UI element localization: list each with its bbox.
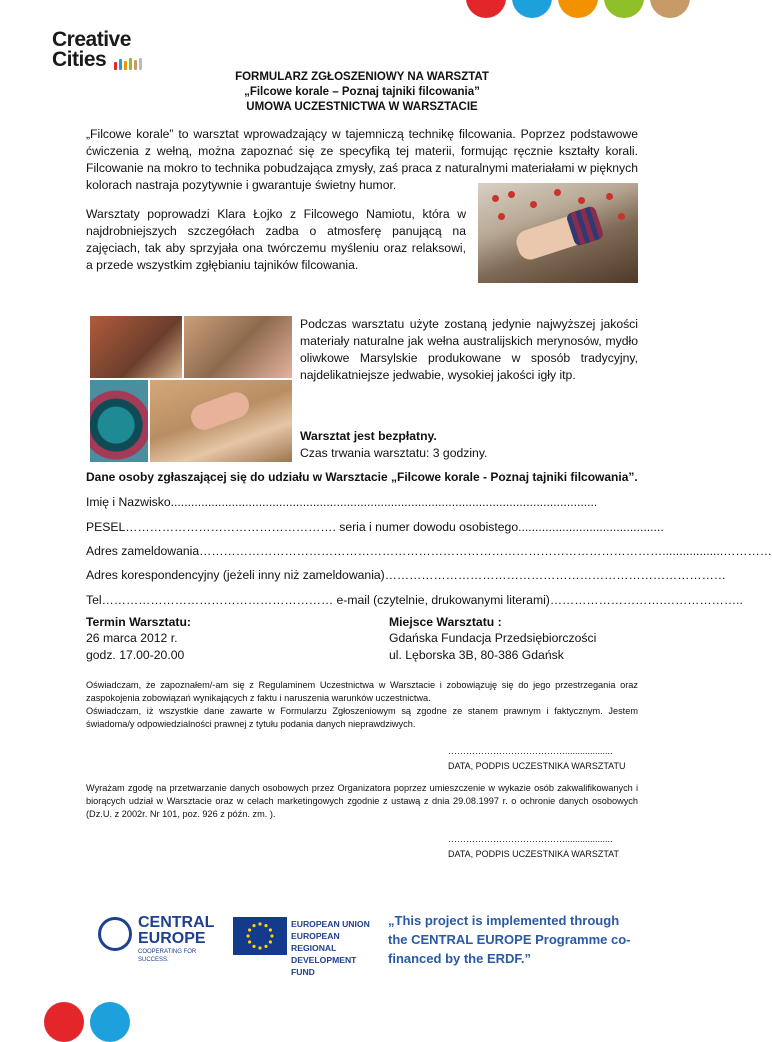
- central-europe-logo: [98, 914, 220, 963]
- term-label: Termin Warsztatu:: [86, 615, 191, 629]
- document-title: [0, 70, 724, 115]
- free-info: [300, 428, 638, 462]
- correspondence-address-field[interactable]: Adres korespondencyjny (jeżeli inny niż zameldowania)…………………………………………………………………………: [86, 568, 726, 582]
- signature-label: DATA, PODPIS UCZESTNIKA WARSZTAT: [448, 849, 620, 859]
- orange-dot: [558, 0, 598, 18]
- logo-line-2: Cities: [52, 48, 107, 71]
- ce-line-2: EUROPE: [138, 930, 206, 947]
- eu-erdf-logo: [233, 917, 373, 977]
- name-field[interactable]: Imię i Nazwisko..............................................................................................................................: [86, 495, 598, 509]
- ce-line-1: CENTRAL: [138, 914, 215, 931]
- materials-paragraph: Podczas warsztatu użyte zostaną jedynie najwyższej jakości materiały naturalne jak wełna australijskich merynosów, mydło oliwkowe Marsylskie produkowane w sposób tradycyjny, najdelikatniejsze jedwabie, wysokiej jakości igły itp.: [300, 317, 638, 382]
- ce-tagline: COOPERATING FOR SUCCESS.: [138, 949, 197, 963]
- red-dot: [44, 1002, 84, 1042]
- title-line-3: UMOWA UCZESTNICTWA W WARSZTACIE: [246, 101, 478, 113]
- term-time: godz. 17.00-20.00: [86, 648, 185, 662]
- bottom-color-dots: [44, 1002, 130, 1042]
- signature-line: …………………………………...................: [448, 746, 613, 756]
- title-line-1: FORMULARZ ZGŁOSZENIOWY NA WARSZTAT: [235, 71, 489, 83]
- blue-dot: [90, 1002, 130, 1042]
- blue-dot: [512, 0, 552, 18]
- green-dot: [604, 0, 644, 18]
- consent-text: Wyrażam zgodę na przetwarzanie danych osobowych przez Organizatora poprzez umieszczenie w wykazie osób zakwalifikowanych i biorących udział w Warsztacie oraz w celach marketingowych zgodnie z ustawą z dnia 29.08.1997 r. o ochronie danych osobowych (Dz.U. z 2002r. Nr 101, poz. 926 z późn. zm. ).: [86, 783, 638, 819]
- declaration-text-1: Oświadczam, że zapoznałem/-am się z Regulaminem Uczestnictwa w Warsztacie i zobowiązuję się do jego przestrzegania oraz zaspokojenia zobowiązań wynikających z faktu i naruszenia warunków uczestnictwa.: [86, 680, 638, 703]
- phone-email-field[interactable]: Tel………………………………………………… e-mail (czytelnie, drukowanymi literami)……………………….………………..: [86, 593, 743, 607]
- funding-note: „This project is implemented through the CENTRAL EUROPE Programme co-financed by the ERDF.”: [388, 913, 631, 966]
- signature-line: …………………………………...................: [448, 834, 613, 844]
- declaration-signature[interactable]: [448, 745, 638, 772]
- central-europe-circle-icon: [98, 917, 132, 951]
- intro-paragraph-1: „Filcowe korale” to warsztat wprowadzający w tajemniczą technikę filcowania. Poprzez podstawowe ćwiczenia z wełną, można zapoznać się ze specyfiką tej materii, formując ręcznie kształty korali. Filcowanie na mokro to technika pobudzająca zmysły, zaś praca z naturalnymi materiałami w pięknych kolorach nastraja pozytywnie i gwarantuje świetny humor.: [86, 127, 638, 192]
- term-date: 26 marca 2012 r.: [86, 631, 178, 645]
- logo-bars-icon: [114, 50, 144, 70]
- felting-workshop-collage: [90, 316, 292, 462]
- top-color-dots: [466, 0, 690, 18]
- declaration-text-2: Oświadczam, iż wszystkie dane zawarte w Formularzu Zgłoszeniowym są zgodne ze stanem prawnym i faktycznym. Jestem świadoma/y odpowiedzialności prawnej z tytułu podania danych nieprawdziwych.: [86, 706, 638, 729]
- title-line-2: „Filcowe korale – Poznaj tajniki filcowania”: [244, 86, 480, 98]
- address-field[interactable]: Adres zameldowania……………………………………………………………………………………………………..................…………: [86, 544, 772, 558]
- eu-line-2: EUROPEAN REGIONAL: [291, 931, 340, 953]
- place-organization: Gdańska Fundacja Przedsiębiorczości: [389, 631, 597, 645]
- consent-signature[interactable]: [448, 833, 638, 860]
- logo-line-2-wrap: [52, 50, 162, 70]
- intro-paragraph-2: Warsztaty poprowadzi Klara Łojko z Filcowego Namiotu, która w najdrobniejszych szczegółach zadba o atmosferę panującą na zajęciach, tak aby sprzyjała ona twórczemu myśleniu oraz relaksowi, a przede wszystkim zgłębianiu tajników filcowania.: [86, 207, 466, 272]
- place-block: [389, 614, 639, 664]
- creative-cities-logo: [52, 30, 162, 70]
- tan-dot: [650, 0, 690, 18]
- felt-cuff-hand-photo: [478, 183, 638, 283]
- eu-line-3: DEVELOPMENT FUND: [291, 955, 357, 977]
- place-label: Miejsce Warsztatu :: [389, 615, 502, 629]
- eu-flag-icon: [233, 917, 287, 955]
- term-block: [86, 614, 356, 664]
- eu-line-1: EUROPEAN UNION: [291, 919, 370, 929]
- place-address: ul. Lęborska 3B, 80-386 Gdańsk: [389, 648, 564, 662]
- free-label: Warsztat jest bezpłatny.: [300, 429, 437, 443]
- duration-label: Czas trwania warsztatu: 3 godziny.: [300, 446, 488, 460]
- red-dot: [466, 0, 506, 18]
- form-heading: Dane osoby zgłaszającej się do udziału w Warsztacie „Filcowe korale - Poznaj tajniki filcowania”.: [86, 470, 638, 484]
- declaration: [86, 679, 638, 731]
- logo-line-1: Creative: [52, 28, 131, 51]
- eu-text: [291, 918, 373, 978]
- pesel-id-field[interactable]: PESEL……………………………………………. seria i numer dowodu osobistego...........................................: [86, 520, 664, 534]
- signature-label: DATA, PODPIS UCZESTNIKA WARSZTATU: [448, 761, 626, 771]
